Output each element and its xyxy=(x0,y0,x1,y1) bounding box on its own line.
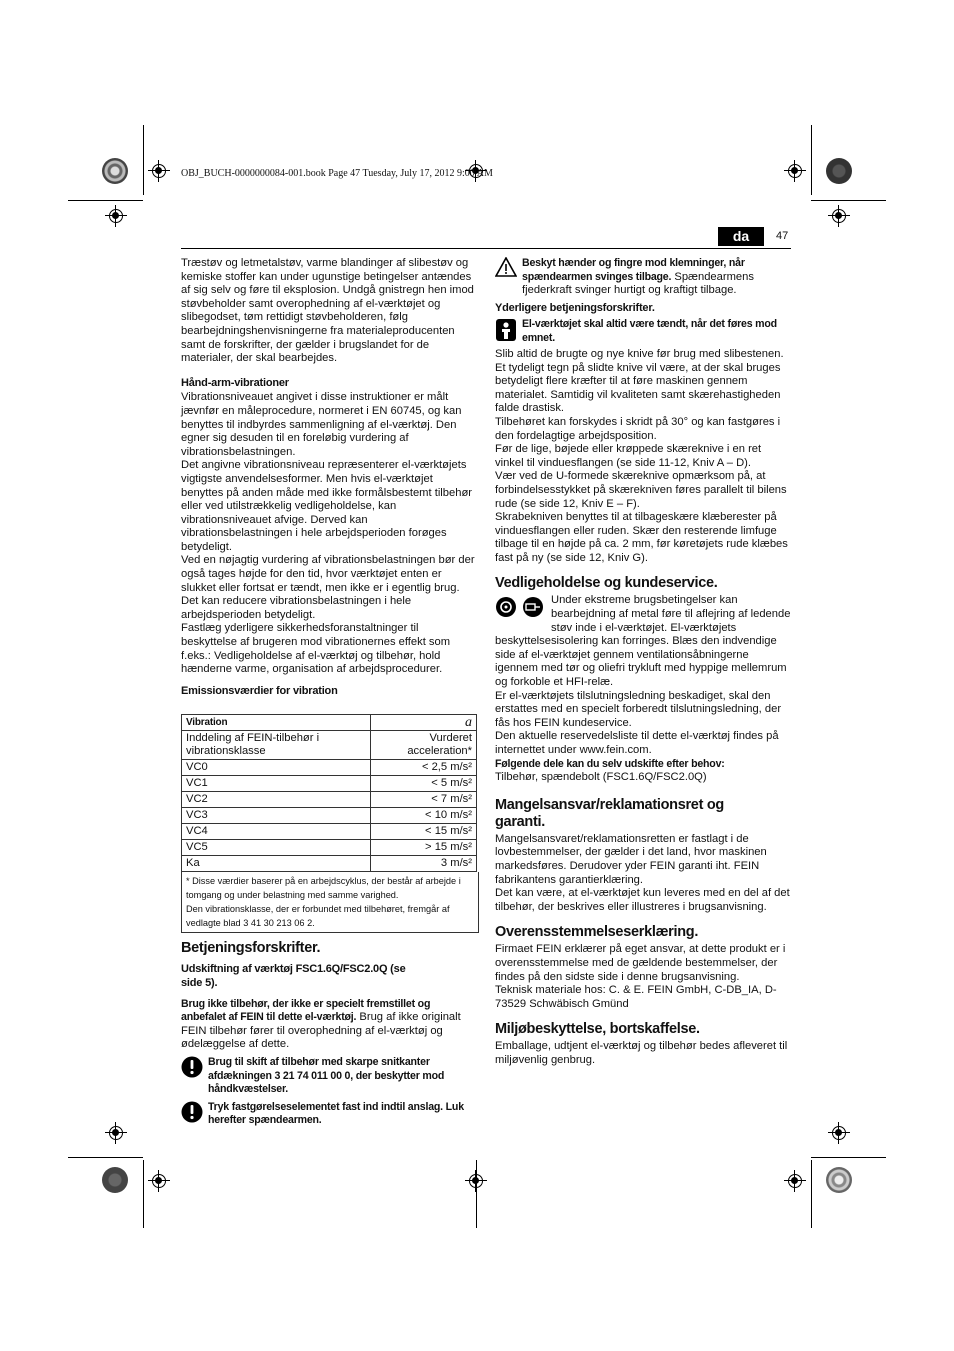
vedligeholdelse-paragraph-2: Er el-værktøjets tilslutningsledning beskadiget, skal den erstattes med en specielt forberedt tilslutningsledning, der fås hos FEIN kundeservice. xyxy=(495,689,782,729)
folgende-bold: Følgende dele kan du selv udskifte efter behov: xyxy=(495,757,725,770)
page-number: 47 xyxy=(776,230,789,242)
el-vaerktoej-block xyxy=(495,318,791,347)
table-row xyxy=(182,760,477,776)
table-cell-class: VC0 xyxy=(182,760,371,776)
hav-paragraph-4: Fastlæg yderligere sikkerhedsforanstaltninger til beskyttelse af brugeren mod vibrationernes effekt som f.eks.: Vedligeholdelse af el-værktøj og tilbehør, hold hænderne varme, organisation af arbejdsprocedurer. xyxy=(181,622,451,676)
exclamation-icon xyxy=(181,1101,203,1128)
registration-mark-icon xyxy=(784,1170,806,1192)
right-paragraph-2: Et tydeligt tegn på slidte knive vil være, at der skal bruges betydeligt flere kræfter til at føre maskinen gennem materialet. Samtidig vil kvaliteten samt skærehastigheden falde drastisk. xyxy=(495,361,781,415)
language-badge: da xyxy=(718,227,764,246)
table-cell-value: > 15 m/s² xyxy=(371,840,477,856)
book-info-line: OBJ_BUCH-0000000084-001.book Page 47 Tuesday, July 17, 2012 9:00 AM xyxy=(181,168,493,179)
table-cell-class: VC1 xyxy=(182,776,371,792)
warning-block-1 xyxy=(181,1056,477,1097)
table-cell-class: Ka xyxy=(182,856,371,872)
service-icons xyxy=(495,596,545,623)
warning-text-1: Brug til skift af tilbehør med skarpe snitkanter afdækningen 3 21 74 011 00 0, der beskytter mod håndkvæstelser. xyxy=(208,1055,445,1096)
table-sub-left: Inddeling af FEIN-tilbehør i vibrationsklasse xyxy=(182,731,371,760)
mangelsansvar-paragraph-1: Mangelsansvaret/reklamationsretten er fastlagt i de lovbestemmelser, der gælder i det land, hvor maskinen markedsføres. Derudover yder FEIN garanti iht. FEIN fabrikantens garantierklæring. xyxy=(495,832,767,886)
table-cell-value: < 15 m/s² xyxy=(371,824,477,840)
table-footnote-1: * Disse værdier baserer på en arbejdscyklus, der består af arbejde i tomgang og under belastning med samme varighed. xyxy=(186,876,461,901)
right-paragraph-5: Vær ved de U-formede skæreknive opmærksom på, at forbindelsesstykket på skærekniven føres parallelt til bilens rude (se side 12, Kniv E – F). xyxy=(495,470,787,510)
registration-mark-icon xyxy=(148,1170,170,1192)
udskiftning-heading: Udskiftning af værktøj FSC1.6Q/FSC2.0Q (se side 5). xyxy=(181,963,406,989)
beskyt-bold: Beskyt hænder og fingre mod klemninger, når spændearmen svinges tilbage. xyxy=(522,257,745,283)
table-sub-right: Vurderet acceleration* xyxy=(371,731,477,760)
table-cell-class: VC2 xyxy=(182,792,371,808)
intro-paragraph: Træstøv og letmetalstøv, varme blandinger af slibestøv og kemiske stoffer kan under ugunstige betingelser antændes af sig selv og føre til eksplosion. Undgå gnistregn hen imod støvbeholder samt overophedning af el-værktøjet og slibegodset, tøm rettidigt støvbeholderen, følg bearbejdningshenvisningerne fra materialeproducenten samt de forskrifter, der gælder i brugslandet for de materialer, der skal bearbejdes. xyxy=(181,257,474,365)
registration-mark-icon xyxy=(784,160,806,182)
color-disc-icon xyxy=(102,1167,128,1193)
right-paragraph-4: Før de lige, bøjede eller krøppede skæreknive i en ret vinkel til vinduesflangen (se side 11-12, Kniv A – D). xyxy=(495,443,762,469)
header-rule xyxy=(181,248,791,249)
warning-block-2 xyxy=(181,1101,477,1128)
vedligeholdelse-paragraph-1 xyxy=(495,594,791,689)
beskyt-block xyxy=(495,257,791,298)
hav-heading: Hånd-arm-vibrationer xyxy=(181,376,289,389)
color-disc-icon xyxy=(102,158,128,184)
right-paragraph-1: Slib altid de brugte og nye knive før brug med slibestenen. xyxy=(495,347,784,360)
table-cell-value: < 7 m/s² xyxy=(371,792,477,808)
color-disc-icon xyxy=(826,1167,852,1193)
registration-mark-icon xyxy=(105,1122,127,1144)
miljo-heading: Miljøbeskyttelse, bortskaffelse. xyxy=(495,1021,700,1038)
hav-paragraph-3: Ved en nøjagtig vurdering af vibrationsbelastningen bør der også tages højde for den tid, hvor værktøjet enten er slukket eller fortsat er tændt, men ikke er i egentlig brug. Det kan reducere vibrationsbelastningen i hele arbejdsperioden betydeligt. xyxy=(181,554,475,621)
beskyt-text xyxy=(522,257,791,298)
vedligeholdelse-text-1: Under ekstreme brugsbetingelser kan bearbejdning af metal føre til aflejring af ledende støv inde i el-værktøjet. El-værktøjets beskyttelsesisolering kan forringes. Blæs den indvendige side af el-værktøjet gennem ventilationsåbningerne igennem med tør og oliefri trykluft med hyppige mellemrum og forkoble et HFI-relæ. xyxy=(495,594,791,689)
registration-mark-icon xyxy=(828,205,850,227)
table-cell-class: VC5 xyxy=(182,840,371,856)
folgende-text: Tilbehør, spændebolt (FSC1.6Q/FSC2.0Q) xyxy=(495,771,707,784)
miljo-paragraph-1: Emballage, udtjent el-værktøj og tilbehør bedes afleveret til miljøvenlig genbrug. xyxy=(495,1040,788,1066)
table-row xyxy=(182,824,477,840)
table-head-right: a xyxy=(371,715,477,731)
yderligere-heading: Yderligere betjeningsforskrifter. xyxy=(495,301,655,314)
color-disc-icon xyxy=(826,158,852,184)
table-head-left: Vibration xyxy=(182,715,371,731)
warning-text-2: Tryk fastgørelseselementet fast ind indtil anslag. Luk herefter spændearmen. xyxy=(208,1100,464,1127)
table-cell-value: < 10 m/s² xyxy=(371,808,477,824)
table-cell-value: 3 m/s² xyxy=(371,856,477,872)
table-cell-value: < 5 m/s² xyxy=(371,776,477,792)
table-cell-value: < 2,5 m/s² xyxy=(371,760,477,776)
hav-paragraph-2: Det angivne vibrationsniveau repræsenterer el-værktøjets vigtigste anvendelsesformer. Men hvis el-værktøjet benyttes på anden måde med ikke formålsbestemt tilbehør eller ved utilstrækkelig vedligeholdelse, kan vibrationsniveauet afvige. Derved kan vibrationsbelastningen i hele arbejdsperioden forøges betydeligt. xyxy=(181,459,473,553)
overensstemmelse-paragraph-1: Firmaet FEIN erklærer på eget ansvar, at dette produkt er i overensstemmelse med de gældende bestemmelser, der findes på den sidste side i denne brugsanvisning. xyxy=(495,943,786,983)
beskyt-rest: Spændearmens fjederkraft svinger hurtigt og kraftigt tilbage. xyxy=(522,270,754,297)
table-cell-class: VC4 xyxy=(182,824,371,840)
vedligeholdelse-paragraph-3: Den aktuelle reservedelsliste til dette el-værktøj findes på internettet under www.fein.com. xyxy=(495,730,779,756)
mangelsansvar-paragraph-2: Det kan være, at el-værktøjet kun leveres med en del af det tilbehør, der beskrives eller illustreres i brugsanvisning. xyxy=(495,887,790,913)
maintenance-icon xyxy=(495,596,545,618)
read-manual-icon xyxy=(495,318,517,347)
hav-paragraph-1: Vibrationsniveauet angivet i disse instruktioner er målt jævnfør en måleprocedure, normeret i EN 60745, og kan benyttes til indbyrdes sammenligning af el-værktøj. Den egner sig desuden til en foreløbig vurdering af vibrationsbelastningen. xyxy=(181,391,462,458)
table-row xyxy=(182,792,477,808)
warning-triangle-icon xyxy=(495,257,517,282)
table-footnote-2: Den vibrationsklasse, der er forbundet med tilbehøret, fremgår af vedlagte blad 3 41 30 213 06 2. xyxy=(186,904,450,929)
registration-mark-icon xyxy=(105,205,127,227)
left-column xyxy=(181,257,477,1132)
brug-paragraph xyxy=(181,998,477,1052)
registration-mark-icon xyxy=(828,1122,850,1144)
exclamation-icon xyxy=(181,1056,203,1083)
vedligeholdelse-heading: Vedligeholdelse og kundeservice. xyxy=(495,575,718,592)
overensstemmelse-paragraph-2: Teknisk materiale hos: C. & E. FEIN GmbH, C-DB_IA, D-73529 Schwäbisch Gmünd xyxy=(495,984,777,1010)
right-paragraph-6: Skrabekniven benyttes til at tilbageskære klæberester på vinduesflangen eller ruden. Skær den resterende limfuge tilbage til en højde på ca. 2 mm, før køretøjets rude klæbes fast på ny (se side 12, Kniv G). xyxy=(495,511,788,564)
registration-mark-icon xyxy=(148,160,170,182)
overensstemmelse-heading: Overensstemmelseserklæring. xyxy=(495,924,699,941)
right-paragraph-3: Tilbehøret kan forskydes i skridt på 30° og kan fastgøres i den fordelagtige arbejdsposition. xyxy=(495,415,781,442)
table-cell-class: VC3 xyxy=(182,808,371,824)
table-row xyxy=(182,856,477,872)
table-row xyxy=(182,840,477,856)
el-vaerktoej-text: El-værktøjet skal altid være tændt, når det føres mod emnet. xyxy=(522,318,777,344)
brug-bold: Brug ikke tilbehør, der ikke er specielt fremstillet og anbefalet af FEIN til dette el-værktøj. xyxy=(181,997,431,1024)
emission-heading: Emissionsværdier for vibration xyxy=(181,684,338,697)
mangelsansvar-heading: Mangelsansvar/reklamationsret og garanti. xyxy=(495,796,724,830)
table-row xyxy=(182,776,477,792)
table-footnote xyxy=(181,872,479,933)
brug-rest: Brug af ikke originalt FEIN tilbehør fører til overophedning af el-værktøj og ødelæggelse af dette. xyxy=(181,1011,461,1051)
table-row xyxy=(182,808,477,824)
betjening-heading: Betjeningsforskrifter. xyxy=(181,940,321,957)
right-column xyxy=(495,257,791,1068)
vibration-table xyxy=(181,714,477,872)
